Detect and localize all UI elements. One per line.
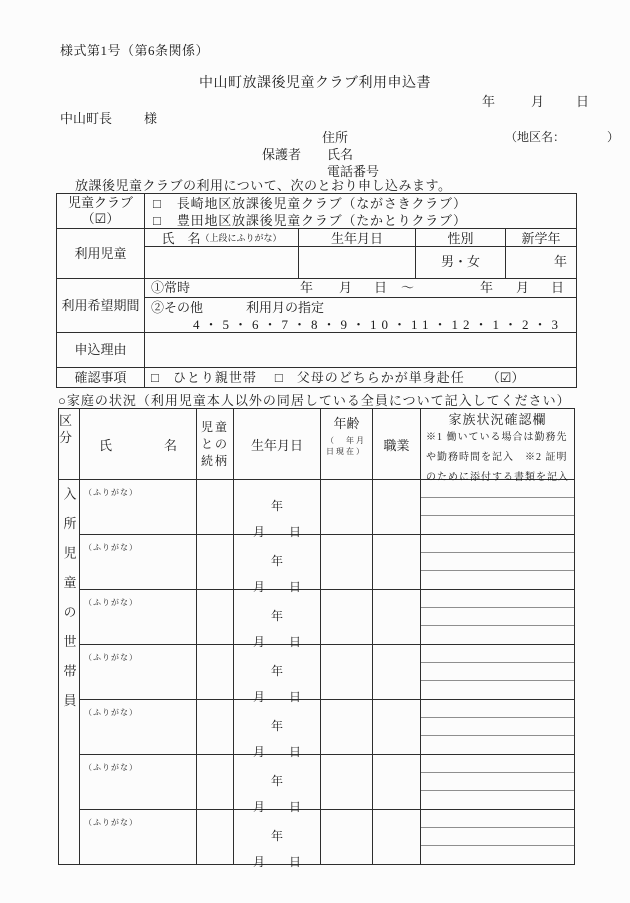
col-header-age bbox=[321, 409, 373, 479]
household-row bbox=[80, 590, 574, 649]
child-row-content bbox=[145, 229, 576, 278]
member-birthdate-cell bbox=[234, 700, 321, 759]
household-row bbox=[80, 755, 574, 814]
birth-year-label: 年 bbox=[270, 774, 283, 788]
member-birthdate-cell bbox=[234, 590, 321, 649]
reason-field bbox=[145, 333, 576, 367]
intro-sentence: 放課後児童クラブの利用について、次のとおり申し込みます。 bbox=[75, 178, 452, 193]
status-subline bbox=[421, 773, 574, 791]
birth-month-label: 月 bbox=[252, 855, 265, 869]
furigana-label: （ふりがな） bbox=[84, 598, 138, 607]
birth-year-label: 年 bbox=[270, 609, 283, 623]
child-data-row bbox=[145, 247, 576, 278]
status-subline bbox=[421, 846, 574, 864]
status-subline bbox=[421, 498, 574, 516]
member-relation-cell bbox=[197, 645, 234, 699]
birth-year-label: 年 bbox=[270, 829, 283, 843]
member-occupation-cell bbox=[373, 755, 421, 809]
district-note: （地区名： ） bbox=[505, 130, 620, 144]
club-option-label: 豊田地区放課後児童クラブ（たかとりクラブ） bbox=[176, 213, 467, 228]
member-occupation-cell bbox=[373, 810, 421, 864]
member-relation-cell bbox=[197, 700, 234, 754]
col-header-occupation: 職業 bbox=[373, 409, 421, 479]
status-subline bbox=[421, 480, 574, 498]
member-family-status-cell bbox=[421, 480, 574, 534]
family-status-note: ※1 働いている場合は勤務先や勤務時間を記入 ※2 証明のために添付する書類を記入 bbox=[426, 432, 569, 483]
birth-year-label: 年 bbox=[270, 499, 283, 513]
furigana-label: （ふりがな） bbox=[84, 488, 138, 497]
child-header-row bbox=[145, 229, 576, 247]
member-relation-cell bbox=[197, 590, 234, 644]
club-row-label bbox=[57, 194, 145, 228]
birth-day-label: 日 bbox=[289, 635, 302, 649]
member-age-cell bbox=[321, 810, 373, 864]
member-occupation-cell bbox=[373, 590, 421, 644]
child-name-header-note: （上段にふりがな） bbox=[200, 233, 282, 243]
status-subline bbox=[421, 608, 574, 626]
child-row-label: 利用児童 bbox=[57, 229, 145, 278]
family-status-title: 家族状況確認欄 bbox=[448, 412, 547, 427]
reason-row-label: 申込理由 bbox=[57, 333, 145, 367]
member-relation-cell bbox=[197, 810, 234, 864]
col-header-category: 区分 bbox=[59, 409, 80, 479]
household-row bbox=[80, 645, 574, 704]
birth-month-label: 月 bbox=[252, 525, 265, 539]
member-relation-cell bbox=[197, 535, 234, 589]
member-relation-cell bbox=[197, 480, 234, 534]
checkbox-icon: □ bbox=[274, 370, 283, 385]
status-subline bbox=[421, 553, 574, 571]
to-day-label: 日 bbox=[551, 280, 565, 295]
member-birthdate-cell bbox=[234, 810, 321, 869]
member-family-status-cell bbox=[421, 645, 574, 699]
child-name-header bbox=[145, 229, 299, 246]
period-option2-prefix: ②その他 bbox=[151, 300, 204, 315]
furigana-label: （ふりがな） bbox=[84, 763, 138, 772]
club-options bbox=[145, 194, 576, 228]
birth-day-label: 日 bbox=[289, 855, 302, 869]
col-header-birthdate: 生年月日 bbox=[234, 409, 321, 479]
household-table-header bbox=[59, 409, 574, 483]
member-age-cell bbox=[321, 480, 373, 534]
member-name-cell bbox=[80, 755, 197, 809]
household-body-rows bbox=[80, 480, 574, 869]
member-occupation-cell bbox=[373, 645, 421, 699]
age-header-main: 年齢 bbox=[333, 416, 360, 431]
club-label-text: 児童クラブ bbox=[67, 195, 133, 210]
status-subline bbox=[421, 590, 574, 608]
birth-year-label: 年 bbox=[270, 719, 283, 733]
member-birthdate-cell bbox=[234, 755, 321, 814]
member-name-cell bbox=[80, 535, 197, 589]
col-header-name: 氏 名 bbox=[80, 409, 197, 479]
birth-day-label: 日 bbox=[289, 690, 302, 704]
household-row bbox=[80, 535, 574, 594]
status-subline bbox=[421, 810, 574, 828]
furigana-label: （ふりがな） bbox=[84, 543, 138, 552]
checkbox-icon: □ bbox=[153, 213, 161, 228]
club-option-nagasaki bbox=[153, 195, 576, 212]
member-family-status-cell bbox=[421, 810, 574, 864]
period-row bbox=[57, 279, 576, 333]
status-subline bbox=[421, 755, 574, 773]
period-row-content bbox=[145, 279, 576, 332]
status-subline bbox=[421, 718, 574, 736]
status-subline bbox=[421, 663, 574, 681]
birth-month-label: 月 bbox=[252, 800, 265, 814]
checkbox-icon: □ bbox=[153, 196, 161, 211]
confirm-row-label: 確認事項 bbox=[57, 368, 145, 387]
member-relation-cell bbox=[197, 755, 234, 809]
status-subline bbox=[421, 736, 574, 754]
birth-day-label: 日 bbox=[289, 525, 302, 539]
member-name-cell bbox=[80, 700, 197, 754]
period-option2-line bbox=[145, 298, 576, 333]
household-table bbox=[58, 408, 575, 869]
birth-day-label: 日 bbox=[289, 745, 302, 759]
member-occupation-cell bbox=[373, 700, 421, 754]
period-option2-label: 利用月の指定 bbox=[246, 300, 325, 315]
member-birthdate-cell bbox=[234, 535, 321, 594]
checked-box-note: （☑） bbox=[81, 211, 120, 226]
status-subline bbox=[421, 700, 574, 718]
child-row bbox=[57, 229, 576, 279]
to-year-label: 年 bbox=[480, 280, 494, 295]
from-day-label: 日 bbox=[374, 280, 388, 295]
household-row bbox=[80, 700, 574, 759]
birth-month-label: 月 bbox=[252, 580, 265, 594]
member-family-status-cell bbox=[421, 700, 574, 754]
date-day-label: 日 bbox=[576, 94, 590, 109]
birth-monthday-line bbox=[253, 853, 301, 870]
confirm-item-single-parent: ひとり親世帯 bbox=[172, 370, 257, 385]
birth-day-label: 日 bbox=[289, 800, 302, 814]
confirm-row bbox=[57, 368, 576, 387]
member-name-cell bbox=[80, 645, 197, 699]
confirm-item-away-parent: 父母のどちらかが単身赴任 bbox=[296, 370, 465, 385]
member-birthdate-cell bbox=[234, 480, 321, 539]
from-month-label: 月 bbox=[339, 280, 353, 295]
member-family-status-cell bbox=[421, 590, 574, 644]
status-subline bbox=[421, 571, 574, 589]
birth-year-label: 年 bbox=[270, 554, 283, 568]
tilde-separator: ～ bbox=[401, 280, 415, 295]
child-grade-unit: 年 bbox=[553, 254, 567, 269]
guardian-name-label: 氏名 bbox=[327, 147, 354, 162]
household-section-heading: ○家庭の状況（利用児童本人以外の同居している全員について記入してください） bbox=[58, 393, 571, 408]
member-birthdate-cell bbox=[234, 645, 321, 704]
household-table-body bbox=[59, 480, 574, 869]
member-occupation-cell bbox=[373, 535, 421, 589]
child-sex-value: 男・女 bbox=[416, 247, 506, 278]
reason-row bbox=[57, 333, 576, 368]
addressee-line bbox=[60, 108, 157, 127]
member-family-status-cell bbox=[421, 755, 574, 809]
period-option2-text bbox=[151, 299, 576, 316]
status-subline bbox=[421, 791, 574, 809]
member-age-cell bbox=[321, 535, 373, 589]
status-subline bbox=[421, 681, 574, 699]
address-label: 住所 bbox=[322, 130, 349, 145]
application-table bbox=[56, 193, 577, 388]
member-age-cell bbox=[321, 590, 373, 644]
status-subline bbox=[421, 516, 574, 534]
from-year-label: 年 bbox=[300, 280, 314, 295]
member-age-cell bbox=[321, 700, 373, 754]
member-age-cell bbox=[321, 645, 373, 699]
club-option-label: 長崎地区放課後児童クラブ（ながさきクラブ） bbox=[176, 196, 467, 211]
phone-label: 電話番号 bbox=[327, 164, 380, 179]
birth-year-label: 年 bbox=[270, 664, 283, 678]
child-birth-field bbox=[299, 247, 416, 278]
child-sex-header: 性別 bbox=[416, 229, 506, 246]
furigana-label: （ふりがな） bbox=[84, 708, 138, 717]
addressee-name: 中山町長 bbox=[60, 111, 113, 126]
household-row bbox=[80, 810, 574, 869]
checkbox-icon: □ bbox=[151, 370, 159, 385]
side-label-text: 入所児童の世帯員 bbox=[61, 487, 77, 723]
member-name-cell bbox=[80, 480, 197, 534]
month-choices: 4・5・6・7・8・9・10・11・12・1・2・3 bbox=[193, 317, 564, 332]
page-title: 中山町放課後児童クラブ利用申込書 bbox=[199, 76, 431, 91]
club-option-toyoda bbox=[153, 212, 576, 229]
child-name-header-main: 氏 名 bbox=[161, 231, 201, 246]
date-month-label: 月 bbox=[531, 94, 545, 109]
form-number: 様式第1号（第6条関係） bbox=[60, 43, 210, 58]
status-subline bbox=[421, 828, 574, 846]
date-year-label: 年 bbox=[482, 94, 496, 109]
furigana-label: （ふりがな） bbox=[84, 653, 138, 662]
status-subline bbox=[421, 645, 574, 663]
period-row-label: 利用希望期間 bbox=[57, 279, 145, 332]
furigana-label: （ふりがな） bbox=[84, 818, 138, 827]
status-subline bbox=[421, 535, 574, 553]
to-month-label: 月 bbox=[516, 280, 530, 295]
member-age-cell bbox=[321, 755, 373, 809]
member-occupation-cell bbox=[373, 480, 421, 534]
child-name-field bbox=[145, 247, 299, 278]
household-row bbox=[80, 480, 574, 539]
addressee-honorific: 様 bbox=[144, 111, 158, 126]
confirm-row-content bbox=[145, 368, 576, 387]
birth-day-label: 日 bbox=[289, 580, 302, 594]
member-name-cell bbox=[80, 590, 197, 644]
guardian-label: 保護者 bbox=[262, 147, 302, 162]
birth-month-label: 月 bbox=[252, 635, 265, 649]
member-family-status-cell bbox=[421, 535, 574, 589]
member-name-cell bbox=[80, 810, 197, 864]
child-birth-header: 生年月日 bbox=[299, 229, 416, 246]
club-row bbox=[57, 194, 576, 229]
child-grade-header: 新学年 bbox=[521, 231, 561, 246]
checked-box-note: （☑） bbox=[486, 370, 525, 385]
age-header-note: （ 年月日現在） bbox=[326, 436, 366, 456]
status-subline bbox=[421, 626, 574, 644]
birth-month-label: 月 bbox=[252, 745, 265, 759]
side-label-cell bbox=[59, 480, 80, 864]
period-option1-prefix: ①常時 bbox=[151, 280, 191, 295]
birth-month-label: 月 bbox=[252, 690, 265, 704]
period-option1-line bbox=[145, 279, 576, 298]
col-header-family-status bbox=[421, 409, 574, 483]
col-header-relation: 児童との続柄 bbox=[197, 409, 234, 479]
